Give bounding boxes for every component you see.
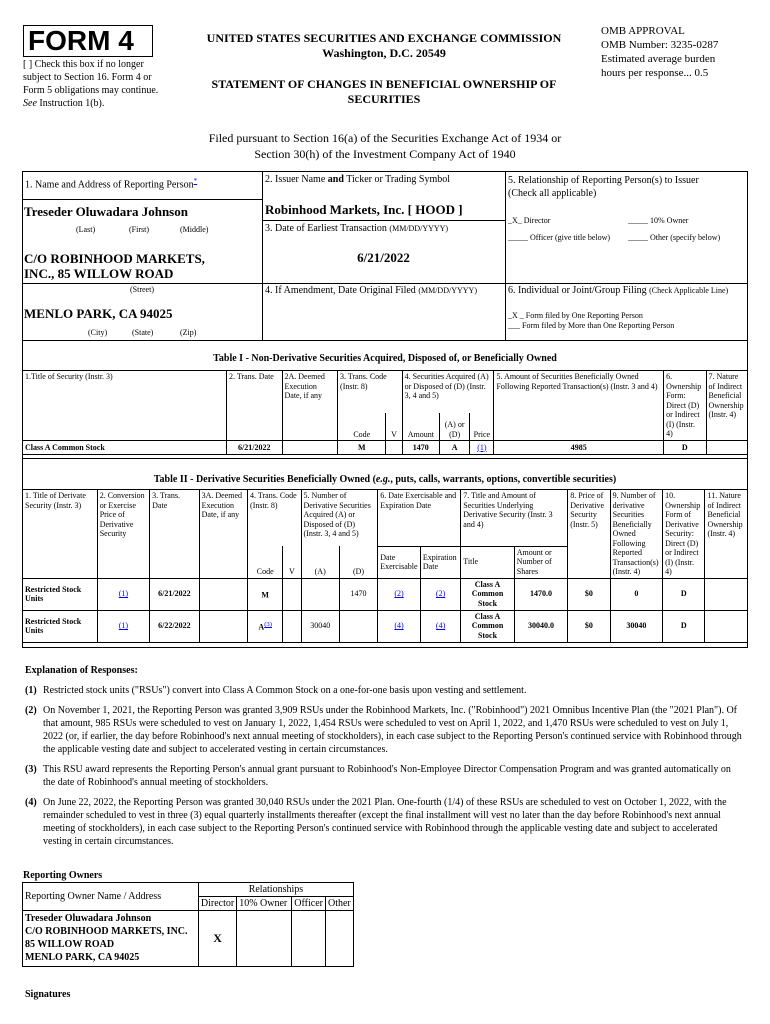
footnote-link[interactable]: (1) <box>477 442 487 452</box>
footnote-link[interactable]: (3) <box>264 620 272 628</box>
earliest-transaction-date: 6/21/2022 <box>357 250 410 265</box>
filed-line-2: Section 30(h) of the Investment Company Act of 1940 <box>254 147 516 161</box>
box6-note: (Check Applicable Line) <box>649 286 729 295</box>
box2-label-post: Ticker or Trading Symbol <box>346 174 451 185</box>
box1-footnote-link[interactable]: * <box>193 177 198 185</box>
t2-header-underlying: 7. Title and Amount of Securities Underlying Derivative Security (Instr. 3 and 4) <box>461 490 568 547</box>
t1-header-title: 1.Title of Security (Instr. 3) <box>23 371 227 441</box>
street-address <box>24 251 205 281</box>
explanation-item <box>25 763 745 789</box>
t2-header-exercisable: 6. Date Exercisable and Expiration Date <box>378 490 461 547</box>
explanation-title: Explanation of Responses: <box>25 665 138 676</box>
t1-header-date: 2. Trans. Date <box>226 371 282 441</box>
box4-label <box>265 285 477 296</box>
box3-label <box>265 223 448 234</box>
grid-divider <box>262 220 505 221</box>
box2-label-pre: 2. Issuer Name <box>265 174 326 185</box>
agency-name: UNITED STATES SECURITIES AND EXCHANGE COMMISSION <box>206 31 562 45</box>
agency-city: Washington, D.C. 20549 <box>322 46 446 60</box>
table1-frame <box>22 341 748 459</box>
box1-label-text: 1. Name and Address of Reporting Person <box>25 179 194 191</box>
t2-cell-underlying-title: Class A Common Stock <box>461 610 514 642</box>
t1-sub-v: V <box>386 413 402 441</box>
t2-sub-v: V <box>283 546 301 578</box>
t2-cell-conversion <box>97 578 149 610</box>
t2-header-price: 8. Price of Derivative Security (Instr. 5) <box>568 490 610 579</box>
box3-format: (MM/DD/YYYY) <box>389 224 449 233</box>
street-label: (Street) <box>130 285 154 294</box>
owner-line: MENLO PARK, CA 94025 <box>25 952 140 963</box>
statement-title-2: SECURITIES <box>347 92 421 106</box>
footnote-text: On June 22, 2022, the Reporting Person was granted 30,040 RSUs under the 2021 Plan. One-fourth (1/4) of these RSUs are scheduled to vest on October 1, 2022, with the remainder scheduled to vest in three (3) equal quarterly installments thereafter (except the final installment will vest no later than the day before Robinhood's next annual meeting of stockholders), in each case subject to the Reporting Person's continued service with Robinhood through the applicable vesting date and subject to accelerated vesting in certain circumstances. <box>43 797 727 847</box>
zip-label: (Zip) <box>180 328 197 337</box>
footnote-link[interactable]: (1) <box>118 589 129 599</box>
footnote-link[interactable]: (4) <box>435 621 446 631</box>
t2-sub-title: Title <box>461 546 514 578</box>
t1-header-nature: 7. Nature of Indirect Beneficial Ownership (Instr. 4) <box>706 371 747 441</box>
box3-label-text: 3. Date of Earliest Transaction <box>265 223 387 234</box>
state-label: (State) <box>132 328 154 337</box>
t2-header-title: 1. Title of Derivate Security (Instr. 3) <box>23 490 98 579</box>
t2-cell-v <box>283 578 301 610</box>
footnote-number: (3) <box>25 764 37 775</box>
t2-sub-expiration: Expiration Date <box>420 546 460 578</box>
grid-divider <box>505 171 506 341</box>
statement-title-1: STATEMENT OF CHANGES IN BENEFICIAL OWNERSHIP OF <box>211 77 557 91</box>
t2-header-code: 4. Trans. Code (Instr. 8) <box>248 490 301 547</box>
street-line-2: INC., 85 WILLOW ROAD <box>24 266 174 281</box>
t1-cell-code: M <box>338 441 386 455</box>
table-row <box>23 911 354 967</box>
t1-cell-aord: A <box>439 441 469 455</box>
middle-label: (Middle) <box>180 225 209 234</box>
omb-hours: hours per response... 0.5 <box>601 67 709 79</box>
t2-cell-a <box>301 578 339 610</box>
table2-title-pre: Table II - Derivative Securities Beneficially Owned ( <box>153 474 376 485</box>
t1-header-form: 6. Ownership Form: Direct (D) or Indirect (I) (Instr. 4) <box>664 371 706 441</box>
box2-label-and: and <box>327 174 344 185</box>
footnote-link[interactable]: (1) <box>118 621 129 631</box>
owner-ten-mark <box>237 911 292 967</box>
t2-cell-a: 30040 <box>301 610 339 642</box>
t1-cell-amount: 1470 <box>402 441 439 455</box>
box2-label <box>265 174 450 185</box>
filing-option-one[interactable]: _X _ Form filed by One Reporting Person <box>508 311 643 320</box>
t2-cell-form: D <box>663 610 705 642</box>
officer-check[interactable]: _____ Officer (give title below) <box>508 233 611 242</box>
filed-pursuant <box>140 130 630 162</box>
reporting-owners-table <box>22 882 354 967</box>
t2-header-deemed: 3A. Deemed Execution Date, if any <box>199 490 247 579</box>
t1-cell-price <box>470 441 494 455</box>
t2-code-text: M <box>261 590 269 600</box>
ten-percent-owner-check[interactable]: _____ 10% Owner <box>628 216 689 225</box>
t2-header-conversion: 2. Conversion or Exercise Price of Derivative Security <box>97 490 149 579</box>
t2-cell-d: 1470 <box>339 578 377 610</box>
instruction-ref: Instruction 1(b). <box>39 98 105 109</box>
owner-other-mark <box>325 911 353 967</box>
footnote-link[interactable]: (4) <box>394 621 404 631</box>
form-title: FORM 4 <box>23 25 153 57</box>
t1-header-deemed: 2A. Deemed Execution Date, if any <box>282 371 338 441</box>
box6-label <box>508 285 728 296</box>
t2-cell-title: Restricted Stock Units <box>23 610 98 642</box>
footnote-number: (1) <box>25 685 37 696</box>
owners-header-ten: 10% Owner <box>237 897 292 911</box>
table-row <box>23 578 748 610</box>
footnote-number: (2) <box>25 705 37 716</box>
filed-line-1: Filed pursuant to Section 16(a) of the Securities Exchange Act of 1934 or <box>208 131 562 145</box>
t2-cell-underlying-shares: 1470.0 <box>514 578 567 610</box>
footnote-link[interactable]: (2) <box>435 589 446 599</box>
t2-sub-d: (D) <box>339 546 377 578</box>
owners-header-name: Reporting Owner Name / Address <box>23 883 199 911</box>
t2-cell-owned: 30040 <box>610 610 662 642</box>
t2-header-form: 10. Ownership Form of Derivative Security: Direct (D) or Indirect (I) (Instr. 4) <box>663 490 705 579</box>
box1-label <box>25 177 197 190</box>
t1-sub-aord: (A) or (D) <box>439 413 469 441</box>
t2-cell-deemed <box>199 610 247 642</box>
filing-option-multiple[interactable]: ___ Form filed by More than One Reporting Person <box>508 321 675 330</box>
t1-cell-nature <box>706 441 747 455</box>
t1-header-acquired: 4. Securities Acquired (A) or Disposed of (D) (Instr. 3, 4 and 5) <box>402 371 494 413</box>
t2-cell-nature <box>705 578 748 610</box>
explanation-item <box>25 796 745 848</box>
t2-cell-expiration <box>420 578 460 610</box>
t2-sub-exercisable: Date Exercisable <box>378 546 421 578</box>
city-label: (City) <box>88 328 108 337</box>
owners-header-officer: Officer <box>292 897 326 911</box>
table-row <box>23 610 748 642</box>
t2-cell-price: $0 <box>568 578 610 610</box>
owner-line: 85 WILLOW ROAD <box>25 939 115 950</box>
first-label: (First) <box>129 225 149 234</box>
city-state-zip: MENLO PARK, CA 94025 <box>24 306 173 321</box>
t2-cell-nature <box>705 610 748 642</box>
t1-cell-v <box>386 441 402 455</box>
t1-header-code: 3. Trans. Code (Instr. 8) <box>338 371 403 413</box>
t2-code-text: A <box>258 622 265 632</box>
table2-title <box>23 474 747 485</box>
t1-cell-deemed <box>282 441 338 455</box>
t2-sub-a: (A) <box>301 546 339 578</box>
t2-cell-expiration <box>420 610 460 642</box>
box5-label-2: (Check all applicable) <box>508 188 597 199</box>
t1-cell-form: D <box>664 441 706 455</box>
t2-cell-title: Restricted Stock Units <box>23 578 98 610</box>
t2-header-number: 5. Number of Derivative Securities Acquired (A) or Disposed of (D) (Instr. 3, 4 and 5) <box>301 490 378 547</box>
t2-cell-date: 6/22/2022 <box>150 610 199 642</box>
t2-cell-code <box>248 578 283 610</box>
t1-cell-owned: 4985 <box>494 441 664 455</box>
t2-sub-code: Code <box>248 546 283 578</box>
omb-block <box>601 24 718 80</box>
other-check[interactable]: _____ Other (specify below) <box>628 233 721 242</box>
box4-format: (MM/DD/YYYY) <box>418 286 477 295</box>
owner-director-mark: X <box>198 911 236 967</box>
footnote-link[interactable]: (2) <box>394 589 404 599</box>
explanation-item <box>25 684 745 697</box>
t1-cell-date: 6/21/2022 <box>226 441 282 455</box>
box5-label <box>508 174 746 200</box>
checkbox-note-text: [ ] Check this box if no longer subject to Section 16. Form 4 or Form 5 obligations may continue. <box>23 59 159 96</box>
t1-cell-title: Class A Common Stock <box>23 441 227 455</box>
owner-name-address <box>23 911 199 967</box>
owners-header-relationships: Relationships <box>198 883 353 897</box>
explanation-list <box>25 684 745 855</box>
omb-approval: OMB APPROVAL <box>601 25 685 37</box>
t2-cell-conversion <box>97 610 149 642</box>
omb-burden: Estimated average burden <box>601 53 716 65</box>
table-row <box>23 441 748 455</box>
t1-sub-amount: Amount <box>402 413 439 441</box>
reporting-owners-title: Reporting Owners <box>23 870 103 881</box>
t2-cell-deemed <box>199 578 247 610</box>
grid-divider <box>22 199 262 200</box>
t1-sub-code: Code <box>338 413 386 441</box>
table2-title-eg: e.g. <box>375 474 391 485</box>
see-label: See <box>23 98 37 109</box>
t2-cell-price: $0 <box>568 610 610 642</box>
owners-header-other: Other <box>325 897 353 911</box>
t2-cell-underlying-title: Class A Common Stock <box>461 578 514 610</box>
t1-sub-price: Price <box>470 413 494 441</box>
omb-number: OMB Number: 3235-0287 <box>601 39 719 51</box>
t2-cell-code <box>248 610 283 642</box>
t2-header-nature: 11. Nature of Indirect Beneficial Ownership (Instr. 4) <box>705 490 748 579</box>
t2-cell-exercisable <box>378 578 421 610</box>
t2-cell-date: 6/21/2022 <box>150 578 199 610</box>
box4-label-text: 4. If Amendment, Date Original Filed <box>265 285 416 296</box>
t2-cell-owned: 0 <box>610 578 662 610</box>
t2-sub-shares: Amount or Number of Shares <box>514 546 567 578</box>
box6-label-text: 6. Individual or Joint/Group Filing <box>508 285 647 296</box>
box5-label-1: 5. Relationship of Reporting Person(s) to Issuer <box>508 175 699 186</box>
reporting-person-name: Treseder Oluwadara Johnson <box>24 204 188 219</box>
signatures-title: Signatures <box>25 989 71 1000</box>
t2-header-owned: 9. Number of derivative Securities Beneficially Owned Following Reported Transaction(s) (Instr. 4) <box>610 490 662 579</box>
t2-cell-d <box>339 610 377 642</box>
owner-line: C/O ROBINHOOD MARKETS, INC. <box>25 926 188 937</box>
t2-cell-underlying-shares: 30040.0 <box>514 610 567 642</box>
table2-frame <box>22 458 748 648</box>
explanation-item <box>25 704 745 756</box>
t2-header-date: 3. Trans. Date <box>150 490 199 579</box>
owner-officer-mark <box>292 911 326 967</box>
street-line-1: C/O ROBINHOOD MARKETS, <box>24 251 205 266</box>
t2-cell-form: D <box>663 578 705 610</box>
footnote-text: On November 1, 2021, the Reporting Person was granted 3,909 RSUs under the Robinhood Markets, Inc. ("Robinhood") 2021 Omnibus Incentive Plan (the "2021 Plan"). Of that amount, 985 RSUs were scheduled to vest on January 1, 2022, 1,454 RSUs were scheduled to vest on April 1, 2022, and 1,470 RSUs were scheduled to vest on July 1, 2022 (or, if earlier, the day before Robinhood's next annual meeting of stockholders), in each case subject to the Reporting Person's continued service with Robinhood through the applicable vesting date and subject to accelerated vesting in certain circumstances. <box>43 705 742 755</box>
t2-cell-v <box>283 610 301 642</box>
footnote-number: (4) <box>25 797 37 808</box>
t1-header-owned: 5. Amount of Securities Beneficially Owned Following Reported Transaction(s) (Instr. 3 and 4) <box>494 371 664 441</box>
issuer-name: Robinhood Markets, Inc. [ HOOD ] <box>265 202 463 217</box>
footnote-text: This RSU award represents the Reporting Person's annual grant pursuant to Robinhood's Non-Employee Director Compensation Program and was granted automatically on the date of Robinhood's annual meeting of stockholders. <box>43 764 731 788</box>
table2 <box>22 489 748 643</box>
owners-header-director: Director <box>198 897 236 911</box>
director-check[interactable]: _X_ Director <box>508 216 551 225</box>
owner-line: Treseder Oluwadara Johnson <box>25 913 152 924</box>
table1 <box>22 370 748 455</box>
table1-title: Table I - Non-Derivative Securities Acquired, Disposed of, or Beneficially Owned <box>213 353 557 364</box>
grid-divider <box>22 283 748 284</box>
last-label: (Last) <box>76 225 96 234</box>
checkbox-note <box>23 58 173 110</box>
t2-cell-exercisable <box>378 610 421 642</box>
footnote-text: Restricted stock units ("RSUs") convert into Class A Common Stock on a one-for-one basis upon vesting and settlement. <box>43 685 527 696</box>
table2-title-post: , puts, calls, warrants, options, convertible securities) <box>390 474 617 485</box>
